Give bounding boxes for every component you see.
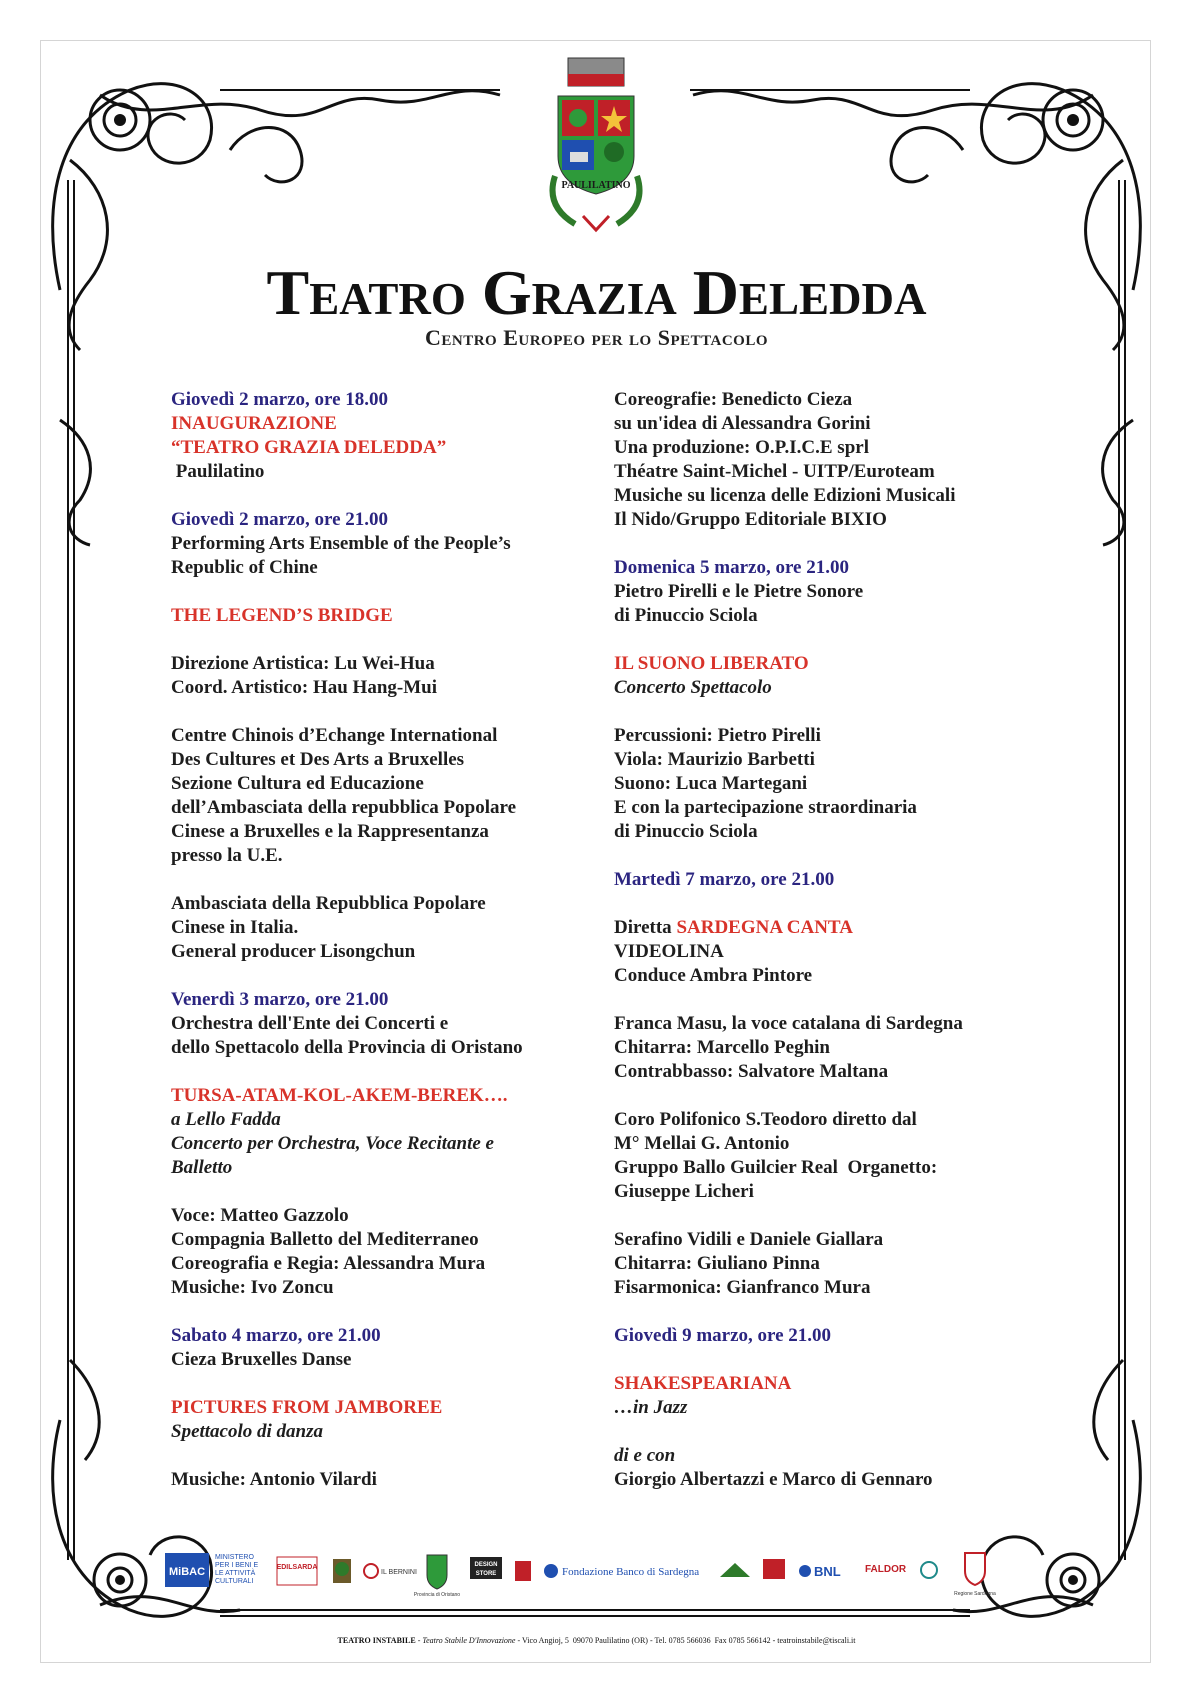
event-credit: Franca Masu, la voce catalana di Sardegna <box>614 1013 963 1034</box>
regione-text: Regione Sardegna <box>954 1591 996 1597</box>
event-credit: Ambasciata della Repubblica Popolare <box>171 893 486 914</box>
page-title: Teatro Grazia Deledda <box>266 257 927 328</box>
event-title: SARDEGNA CANTA <box>676 917 853 938</box>
event-credit: General producer Lisongchun <box>171 941 416 962</box>
mibac-line: MINISTERO <box>215 1554 254 1561</box>
provincia-oristano-logo <box>414 1555 460 1597</box>
event-credit: Musiche: Antonio Vilardi <box>171 1469 377 1490</box>
fondazione-text: Fondazione Banco di Sardegna <box>562 1566 700 1578</box>
provincia-text: Provincia di Oristano <box>413 1592 461 1597</box>
event-credit: Chitarra: Marcello Peghin <box>614 1037 830 1058</box>
mibac-line: CULTURALI <box>215 1578 254 1585</box>
radio-logo <box>763 1559 785 1579</box>
paulilatino-crest-icon <box>535 56 657 234</box>
program-left-column <box>171 388 591 1492</box>
footer-org: TEATRO INSTABILE <box>337 1636 416 1645</box>
event-date: Domenica 5 marzo, ore 21.00 <box>614 557 849 578</box>
event-credit: dell’Ambasciata della repubblica Popolare <box>171 797 516 818</box>
diretta-prefix: Diretta <box>614 917 677 938</box>
event-credit: Cinese in Italia. <box>171 917 299 938</box>
event-title: PICTURES FROM JAMBOREE <box>171 1397 443 1418</box>
event-org: dello Spettacolo della Provincia di Oristano <box>171 1037 523 1058</box>
regione-sardegna-logo <box>954 1553 996 1597</box>
pastry-logo <box>515 1561 531 1581</box>
event-credit: Percussioni: Pietro Pirelli <box>614 725 821 746</box>
event-credit: Giuseppe Licheri <box>614 1181 754 1202</box>
event-credit: Coord. Artistico: Hau Hang-Mui <box>171 677 437 698</box>
event-title: IL SUONO LIBERATO <box>614 653 809 674</box>
event-dicon: di e con <box>614 1445 676 1466</box>
event-credit: Voce: Matteo Gazzolo <box>171 1205 349 1226</box>
event-credit: di Pinuccio Sciola <box>614 821 758 842</box>
event-org: Cieza Bruxelles Danse <box>171 1349 352 1370</box>
mibac-line: PER I BENI E <box>215 1562 259 1569</box>
event-title: TURSA-ATAM-KOL-AKEM-BEREK…. <box>171 1085 508 1106</box>
event-subtitle: Balletto <box>171 1157 233 1178</box>
event-credit: presso la U.E. <box>171 845 283 866</box>
event-credit: Musiche: Ivo Zoncu <box>171 1277 334 1298</box>
footer-address-text: - Vico Angioj, 5 09070 Paulilatino (OR) - Tel. 0785 566036 Fax 0785 566142 - teatroinstabile@tiscali.it <box>515 1636 856 1645</box>
event-date: Giovedì 2 marzo, ore 18.00 <box>171 389 389 410</box>
bernini-logo <box>364 1564 417 1578</box>
event-title: INAUGURAZIONE <box>171 413 337 434</box>
event-performers: Giorgio Albertazzi e Marco di Gennaro <box>614 1469 933 1490</box>
event-org: Pietro Pirelli e le Pietre Sonore <box>614 581 864 602</box>
fondazione-logo <box>544 1564 699 1578</box>
mountain-logo <box>720 1563 750 1577</box>
edilsarda-text: EDILSARDA <box>276 1564 318 1571</box>
event-credit: Des Cultures et Des Arts a Bruxelles <box>171 749 465 770</box>
bnl-logo <box>799 1564 841 1579</box>
event-credit: Contrabbasso: Salvatore Maltana <box>614 1061 889 1082</box>
event-title: “TEATRO GRAZIA DELEDDA” <box>171 437 447 458</box>
page-subtitle: Centro Europeo per lo Spettacolo <box>424 325 769 350</box>
event-credit: Musiche su licenza delle Edizioni Musicali <box>614 485 956 506</box>
mibac-line: LE ATTIVITÀ <box>215 1570 256 1577</box>
design-store-text: DESIGN <box>474 1562 498 1568</box>
event-org: Performing Arts Ensemble of the People’s <box>171 533 511 554</box>
event-date: Sabato 4 marzo, ore 21.00 <box>171 1325 381 1346</box>
event-credit: Viola: Maurizio Barbetti <box>614 749 815 770</box>
event-subtitle: Concerto Spettacolo <box>614 677 772 698</box>
bernini-text: IL BERNINI <box>381 1569 417 1576</box>
event-credit: Centre Chinois d’Echange International <box>171 725 498 746</box>
event-date: Venerdì 3 marzo, ore 21.00 <box>171 989 389 1010</box>
tree-logo <box>333 1559 351 1583</box>
event-date: Giovedì 2 marzo, ore 21.00 <box>171 509 389 530</box>
event-credit: Il Nido/Gruppo Editoriale BIXIO <box>614 509 887 530</box>
swirl-logo <box>921 1562 937 1578</box>
event-credit: Chitarra: Giuliano Pinna <box>614 1253 820 1274</box>
event-credit: Fisarmonica: Gianfranco Mura <box>614 1277 871 1298</box>
event-credit: su un'idea di Alessandra Gorini <box>614 413 871 434</box>
event-org: Republic of Chine <box>171 557 318 578</box>
design-store-logo <box>470 1557 502 1579</box>
faldor-text: FALDOR <box>865 1564 907 1575</box>
footer-address <box>60 1636 1133 1645</box>
event-date: Giovedì 9 marzo, ore 21.00 <box>614 1325 832 1346</box>
footer-separator: - <box>415 1636 423 1645</box>
event-credit: Coro Polifonico S.Teodoro diretto dal <box>614 1109 917 1130</box>
event-credit: Coreografia e Regia: Alessandra Mura <box>171 1253 486 1274</box>
program-right-column <box>614 388 1034 1492</box>
event-credit: M° Mellai G. Antonio <box>614 1133 790 1154</box>
bnl-text: BNL <box>814 1564 841 1579</box>
event-credit: E con la partecipazione straordinaria <box>614 797 917 818</box>
mibac-logo-text: MiBAC <box>168 1566 206 1578</box>
event-credit: Théatre Saint-Michel - UITP/Euroteam <box>614 461 935 482</box>
footer-tagline: Teatro Stabile D'Innovazione <box>422 1636 516 1645</box>
event-credit: Coreografie: Benedicto Cieza <box>614 389 853 410</box>
sponsor-logos <box>165 1545 1025 1597</box>
event-credit: Serafino Vidili e Daniele Giallara <box>614 1229 884 1250</box>
mibac-logo <box>165 1553 259 1587</box>
event-venue: Paulilatino <box>171 461 265 482</box>
edilsarda-logo <box>277 1557 318 1585</box>
event-title: THE LEGEND’S BRIDGE <box>171 605 393 626</box>
event-org: Conduce Ambra Pintore <box>614 965 813 986</box>
crest-label: PAULILATINO <box>561 180 631 191</box>
event-credit: Direzione Artistica: Lu Wei-Hua <box>171 653 435 674</box>
event-subtitle: Concerto per Orchestra, Voce Recitante e <box>171 1133 494 1154</box>
event-credit: Sezione Cultura ed Educazione <box>171 773 424 794</box>
event-title: SHAKESPEARIANA <box>614 1373 792 1394</box>
event-credit: Una produzione: O.P.I.C.E sprl <box>614 437 869 458</box>
event-org: VIDEOLINA <box>614 941 724 962</box>
event-credit: Compagnia Balletto del Mediterraneo <box>171 1229 479 1250</box>
event-subtitle: …in Jazz <box>614 1397 688 1418</box>
event-credit: Suono: Luca Martegani <box>614 773 808 794</box>
event-subtitle: a Lello Fadda <box>171 1109 281 1130</box>
event-date: Martedì 7 marzo, ore 21.00 <box>614 869 835 890</box>
event-credit: Gruppo Ballo Guilcier Real Organetto: <box>614 1157 938 1178</box>
event-subtitle: Spettacolo di danza <box>171 1421 324 1442</box>
design-store-text: STORE <box>475 1571 497 1577</box>
event-title-line <box>614 916 1034 940</box>
event-credit: Cinese a Bruxelles e la Rappresentanza <box>171 821 489 842</box>
event-org: Orchestra dell'Ente dei Concerti e <box>171 1013 449 1034</box>
event-org: di Pinuccio Sciola <box>614 605 758 626</box>
faldor-logo <box>865 1564 907 1575</box>
